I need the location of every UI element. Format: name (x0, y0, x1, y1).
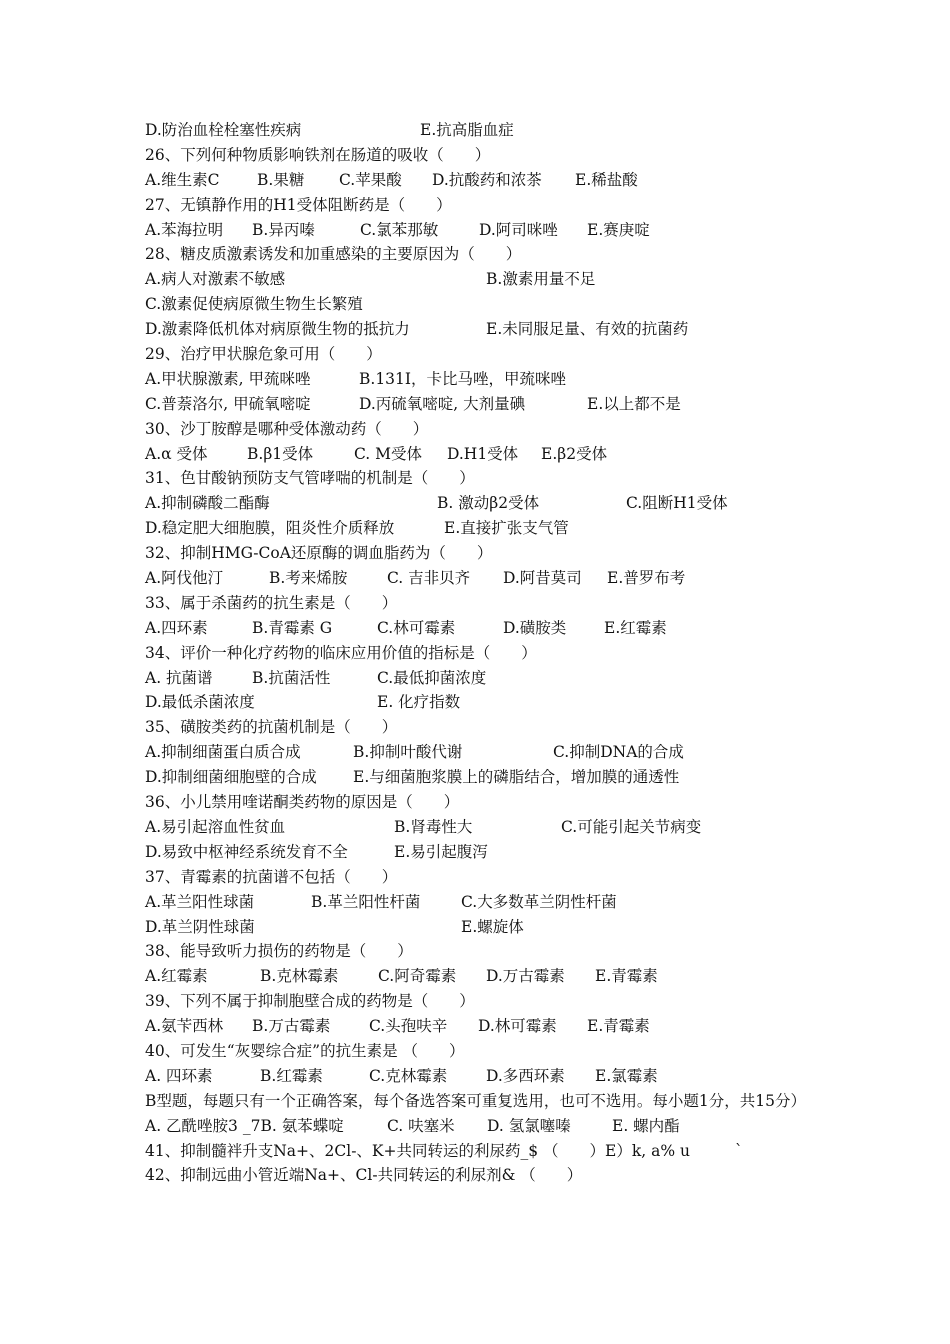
option-line (145, 765, 825, 790)
option-line (145, 516, 825, 541)
option-e: E.与细菌胞浆膜上的磷脂结合，增加膜的通透性 (353, 768, 680, 787)
question-text: 37、青霉素的抗菌谱不包括（ ） (145, 867, 398, 886)
option-e: E.直接扩张支气管 (444, 519, 569, 538)
instructions-text: B型题，每题只有一个正确答案，每个备选答案可重复选用，也可不选用。每小题1分，共15分） (145, 1091, 806, 1110)
option-a: A.易引起溶血性贫血 (145, 817, 286, 836)
option-a: A.氨苄西林 (145, 1017, 224, 1036)
option-d: D.多西环素 (486, 1066, 565, 1085)
option-d: D.阿昔莫司 (503, 569, 582, 588)
option-e: E.未同服足量、有效的抗菌药 (486, 320, 689, 339)
question-42 (145, 1163, 825, 1188)
option-a: A.苯海拉明 (145, 220, 224, 239)
option-a: A. 抗菌谱 (145, 668, 213, 687)
option-d: D.H1受体 (447, 444, 519, 463)
option-b: B.革兰阳性杆菌 (311, 892, 421, 911)
option-line (145, 367, 825, 392)
option-c: C.氯苯那敏 (360, 220, 439, 239)
option-line (145, 915, 825, 940)
option-c: C.克林霉素 (369, 1066, 448, 1085)
option-line (145, 442, 825, 467)
option-e: E.稀盐酸 (575, 170, 638, 189)
option-d: D.磺胺类 (503, 618, 567, 637)
question-26 (145, 143, 825, 168)
option-d: D.丙硫氧嘧啶, 大剂量碘 (359, 394, 526, 413)
option-line (145, 616, 825, 641)
option-line (145, 566, 825, 591)
option-line (145, 740, 825, 765)
question-38 (145, 939, 825, 964)
option-c: C.林可霉素 (377, 618, 456, 637)
option-b: B.β1受体 (247, 444, 314, 463)
option-b: B.克林霉素 (260, 967, 339, 986)
option-a: A.阿伐他汀 (145, 569, 224, 588)
option-line (145, 168, 825, 193)
option-a: A.维生素C (145, 170, 220, 189)
option-a-b: A. 乙酰唑胺3 _7B. 氨苯蝶啶 (145, 1116, 344, 1135)
option-line (145, 317, 825, 342)
question-36 (145, 790, 825, 815)
option-b: B.肾毒性大 (394, 817, 473, 836)
question-text: 30、沙丁胺醇是哪种受体激动药（ ） (145, 419, 429, 438)
question-41 (145, 1139, 825, 1164)
option-d: D.抑制细菌细胞壁的合成 (145, 768, 317, 787)
option-e: E.青霉素 (587, 1017, 650, 1036)
question-text: 36、小儿禁用喹诺酮类药物的原因是（ ） (145, 793, 460, 812)
option-c: C. M受体 (354, 444, 423, 463)
option-a: A.甲状腺激素, 甲巯咪唑 (145, 369, 311, 388)
option-b: B.万古霉素 (252, 1017, 331, 1036)
option-e: E. 化疗指数 (377, 693, 461, 712)
question-40 (145, 1039, 825, 1064)
option-e: E.普罗布考 (607, 569, 686, 588)
option-a: A.四环素 (145, 618, 208, 637)
option-line (145, 118, 825, 143)
question-30 (145, 417, 825, 442)
question-27 (145, 193, 825, 218)
option-b: B.抗菌活性 (252, 668, 331, 687)
question-text: 31、色甘酸钠预防支气管哮喘的机制是（ ） (145, 469, 475, 488)
question-text: 39、下列不属于抑制胞壁合成的药物是（ ） (145, 992, 475, 1011)
option-c: C.激素促使病原微生物生长繁殖 (145, 295, 363, 314)
option-c: C.抑制DNA的合成 (553, 743, 684, 762)
question-text: 28、糖皮质激素诱发和加重感染的主要原因为（ ） (145, 245, 522, 264)
option-e: E.易引起腹泻 (394, 842, 488, 861)
question-text: 33、属于杀菌药的抗生素是（ ） (145, 593, 398, 612)
option-c: C.苹果酸 (339, 170, 402, 189)
option-a: A.抑制磷酸二酯酶 (145, 494, 270, 513)
option-line (145, 267, 825, 292)
option-b: B.131I，卡比马唑，甲巯咪唑 (359, 369, 567, 388)
question-text: 40、可发生“灰婴综合症”的抗生素是 （ ） (145, 1041, 465, 1060)
option-b: B.果糖 (257, 170, 305, 189)
option-line (145, 292, 825, 317)
option-e: E.抗高脂血症 (420, 121, 514, 139)
question-29 (145, 342, 825, 367)
option-a: A.红霉素 (145, 967, 208, 986)
option-line (145, 1064, 825, 1089)
question-34 (145, 641, 825, 666)
question-list (145, 118, 825, 1188)
option-e: E.螺旋体 (461, 917, 524, 936)
option-d: D.林可霉素 (478, 1017, 557, 1036)
option-line (145, 840, 825, 865)
question-32 (145, 541, 825, 566)
option-e: E.红霉素 (604, 618, 667, 637)
option-e: E.β2受体 (541, 444, 608, 463)
option-c: C.可能引起关节病变 (561, 817, 702, 836)
option-b: B.抑制叶酸代谢 (353, 743, 463, 762)
question-text: 38、能导致听力损伤的药物是（ ） (145, 942, 413, 961)
option-d: D.防治血栓栓塞性疾病 (145, 121, 302, 139)
option-d: D.革兰阴性球菌 (145, 917, 255, 936)
option-d: D.易致中枢神经系统发育不全 (145, 842, 348, 861)
question-text: 42、抑制远曲小管近端Na+、Cl-共同转运的利尿剂& （ ） (145, 1166, 583, 1185)
option-line (145, 815, 825, 840)
option-line (145, 964, 825, 989)
option-e: E. 螺内酯 (612, 1116, 680, 1135)
stray-mark: ` (735, 1141, 743, 1160)
option-line (145, 392, 825, 417)
option-d: D.激素降低机体对病原微生物的抵抗力 (145, 320, 410, 339)
option-b: B.青霉素 G (252, 618, 333, 637)
option-c: C.阻断H1受体 (626, 494, 728, 513)
option-b: B. 激动β2受体 (437, 494, 540, 513)
question-31 (145, 466, 825, 491)
question-39 (145, 989, 825, 1014)
option-line (145, 890, 825, 915)
question-text: 29、治疗甲状腺危象可用（ ） (145, 345, 382, 364)
option-c: C. 吉非贝齐 (387, 569, 471, 588)
option-d: D.最低杀菌浓度 (145, 693, 255, 712)
option-d: D. 氢氯噻嗪 (487, 1116, 571, 1135)
option-d: D.阿司咪唑 (479, 220, 558, 239)
option-b: B.红霉素 (260, 1066, 323, 1085)
option-c: C.头孢呋辛 (369, 1017, 448, 1036)
question-text: 41、抑制髓袢升支Na+、2Cl-、K+共同转运的利尿药_$ （ ）E）k, a% u (145, 1141, 690, 1160)
question-33 (145, 591, 825, 616)
option-b: B.异丙嗪 (252, 220, 315, 239)
option-d: D.万古霉素 (486, 967, 565, 986)
option-c: C.阿奇霉素 (378, 967, 457, 986)
option-b: B.考来烯胺 (269, 569, 348, 588)
option-c: C.最低抑菌浓度 (377, 668, 487, 687)
option-e: E.氯霉素 (595, 1066, 658, 1085)
option-a: A.病人对激素不敏感 (145, 270, 286, 289)
section-instructions (145, 1089, 815, 1114)
option-a: A.抑制细菌蛋白质合成 (145, 743, 301, 762)
option-line (145, 1014, 825, 1039)
option-c: C.大多数革兰阴性杆菌 (461, 892, 617, 911)
option-a: A.α 受体 (145, 444, 208, 463)
question-text: 35、磺胺类药的抗菌机制是（ ） (145, 718, 398, 737)
question-35 (145, 715, 825, 740)
option-c: C.普萘洛尔, 甲硫氧嘧啶 (145, 394, 311, 413)
option-line (145, 666, 825, 691)
option-c: C. 呋塞米 (387, 1116, 455, 1135)
question-text: 32、抑制HMG-CoA还原酶的调血脂药为（ ） (145, 544, 493, 563)
option-line (145, 690, 825, 715)
option-e: E.以上都不是 (587, 394, 681, 413)
option-d: D.抗酸药和浓茶 (432, 170, 542, 189)
option-line (145, 1114, 825, 1139)
question-28 (145, 242, 825, 267)
question-text: 34、评价一种化疗药物的临床应用价值的指标是（ ） (145, 643, 537, 662)
option-line (145, 218, 825, 243)
question-text: 26、下列何种物质影响铁剂在肠道的吸收（ ） (145, 145, 491, 164)
option-b: B.激素用量不足 (486, 270, 596, 289)
option-e: E.赛庚啶 (587, 220, 650, 239)
option-a: A. 四环素 (145, 1066, 213, 1085)
option-d: D.稳定肥大细胞膜，阻炎性介质释放 (145, 519, 395, 538)
option-line (145, 491, 825, 516)
question-37 (145, 865, 825, 890)
option-e: E.青霉素 (595, 967, 658, 986)
option-a: A.革兰阳性球菌 (145, 892, 255, 911)
question-text: 27、无镇静作用的H1受体阻断药是（ ） (145, 195, 452, 214)
